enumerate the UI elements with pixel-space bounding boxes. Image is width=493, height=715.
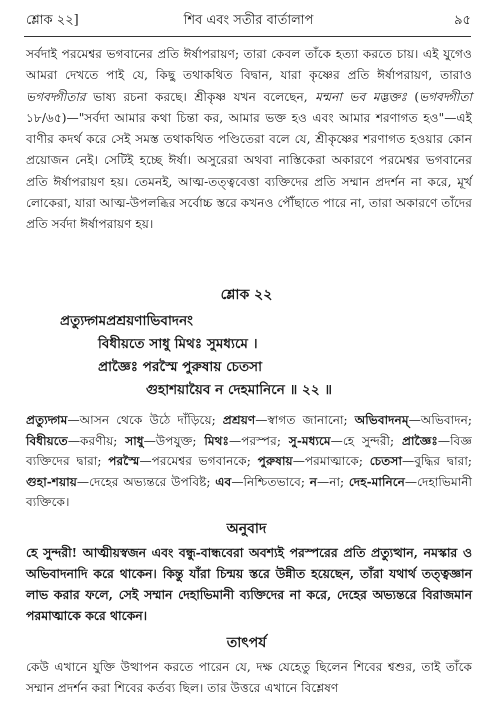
- text-run: ভাষ্য রচনা করছে। শ্রীকৃষ্ণ যখন বলেছেন,: [85, 89, 316, 104]
- synonym-meaning: —পরমেশ্বর ভগবানকে;: [139, 454, 258, 469]
- verse-heading: শ্লোক ২২: [220, 287, 273, 303]
- purport-continuation-paragraph: [26, 44, 472, 236]
- purport-heading: তাৎপর্য: [226, 635, 267, 651]
- synonym-meaning: —পরস্পর;: [229, 433, 289, 448]
- synonym-word: এব: [215, 474, 232, 489]
- header-verse-ref: শ্লোক ২২]: [26, 13, 79, 28]
- synonym-meaning: —বিজ্ঞ ব্যক্তিদের দ্বারা;: [26, 433, 472, 469]
- synonym-word: মিথঃ: [204, 433, 229, 448]
- running-header: [26, 10, 471, 34]
- purport-text: কেউ এখানে যুক্তি উত্থাপন করতে পারেন যে, দক্ষ যেহেতু ছিলেন শিবের শ্বশুর, তাই তাঁকে সম্মান প্রদর্শন করা শিবের কর্তব্য ছিল। তার উত্তরে এখানে বিশ্লেষণ: [26, 660, 472, 696]
- synonym-meaning: —স্বাগত জানানো;: [255, 413, 355, 427]
- synonym-word: গুহা-শয়ায়: [26, 474, 77, 489]
- verse-line: বিধীয়তে সাধু মিথঃ সুমধ্যমে ।: [98, 336, 258, 352]
- synonym-meaning: —উপযুক্ত;: [143, 433, 205, 448]
- synonym-word: পুরুষায়: [257, 454, 293, 469]
- synonym-word: প্রত্যুদ্গম: [26, 413, 68, 427]
- synonym-word: ন: [309, 474, 318, 489]
- synonym-word: সু-মধ্যমে: [288, 433, 331, 448]
- synonym-meaning: —পরমাত্মাকে;: [292, 454, 370, 469]
- synonym-word: বিধীয়তে: [26, 433, 68, 448]
- text-run: (: [406, 89, 420, 104]
- text-run: সর্বদাই পরমেশ্বর ভগবানের প্রতি ঈর্ষাপরায়ণ; তারা কেবল তাঁকে হত্যা করতে চায়। এই যুগেও আমরা দেখতে পাই যে, কিছু তথাকথিত বিদ্বান, যারা কৃষ্ণের প্রতি ঈর্ষাপরায়ণ, তারাও: [26, 47, 472, 83]
- translation-heading: অনুবাদ: [226, 521, 267, 537]
- synonym-word: প্রাজ্ঞৈঃ: [401, 433, 438, 448]
- synonym-meaning: —হে সুন্দরী;: [330, 433, 402, 448]
- synonym-word: প্রশ্রয়ণ: [222, 413, 256, 427]
- italic-book-title: ভগবদ্গীতা: [419, 89, 472, 104]
- italic-book-title: ভগবদ্গীতার: [26, 89, 86, 104]
- header-rule: [24, 36, 471, 37]
- italic-sanskrit-quote: মন্মনা ভব মদ্ভক্তঃ: [315, 89, 407, 104]
- synonym-word: অভিবাদনম্: [354, 413, 409, 427]
- synonym-meaning: —আসন থেকে উঠে দাঁড়িয়ে;: [67, 413, 223, 427]
- verse-line: গুহাশয়ায়ৈব ন দেহমানিনে ॥ ২২ ॥: [146, 382, 333, 398]
- verse-line: প্রত্যুদ্গমপ্রশ্রয়ণাভিবাদনং: [60, 313, 194, 329]
- synonym-meaning: —অভিবাদন;: [408, 413, 473, 427]
- synonym-meaning: —দেহাভিমানী ব্যক্তিকে।: [26, 474, 473, 510]
- synonym-word: দেহ-মানিনে: [348, 474, 405, 489]
- page-number: ৯৫: [454, 13, 471, 28]
- header-chapter-title: শিব এবং সতীর বার্তালাপ: [183, 13, 314, 28]
- text-run: ১৮/৬৫)—"সর্বদা আমার কথা চিন্তা কর, আমার ভক্ত হও এবং আমার শরণাগত হও"—এই বাণীর কদর্থ করে সেই সমস্ত তথাকথিত পণ্ডিতেরা বলে যে, শ্রীকৃষ্ণের শরণাগত হওয়ার কোন প্রয়োজন নেই। সেটিই হচ্ছে ঈর্ষা। অসুরেরা অথবা নাস্তিকেরা অকারণে পরমেশ্বর ভগবানের প্রতি ঈর্ষাপরায়ণ হয়। তেমনই, আত্ম-তত্ত্ববেত্তা ব্যক্তিদের প্রতি সম্মান প্রদর্শন না করে, মূর্খ লোকেরা, যারা আত্ম-উপলব্ধির সর্বোচ্চ স্তরে কখনও পৌঁছাতে পারে না, তারা অকারণে তাঁদের প্রতি সর্বদা ঈর্ষাপরায়ণ হয়।: [26, 110, 472, 232]
- synonym-meaning: —বুদ্ধির দ্বারা;: [402, 454, 472, 469]
- synonym-word: সাধু: [125, 433, 144, 448]
- verse-line: প্রাজ্ঞৈঃ পরস্মৈ পুরুষায় চেতসা: [98, 359, 263, 375]
- synonym-word: পরস্মৈ: [108, 454, 140, 469]
- synonym-meaning: —নিশ্চিতভাবে;: [231, 474, 310, 489]
- synonym-meaning: —না;: [317, 474, 349, 489]
- synonym-meaning: —করণীয়;: [67, 433, 126, 448]
- word-synonyms: [26, 410, 472, 513]
- synonym-word: চেতসা: [369, 454, 402, 469]
- synonym-meaning: —দেহের অভ্যন্তরে উপবিষ্ট;: [76, 474, 216, 489]
- translation-text: হে সুন্দরী! আত্মীয়স্বজন এবং বন্ধু-বান্ধবেরা অবশ্যই পরস্পরের প্রতি প্রত্যুত্থান, নমস্কার ও অভিবাদনাদি করে থাকেন। কিন্তু যাঁরা চিন্ময় স্তরে উন্নীত হয়েছেন, তাঁরা যথার্থ তত্ত্বজ্ঞান লাভ করার ফলে, সেই সম্মান দেহাভিমানী ব্যক্তিদের না করে, দেহের অভ্যন্তরে বিরাজমান পরমাত্মাকে করে থাকেন।: [26, 545, 472, 623]
